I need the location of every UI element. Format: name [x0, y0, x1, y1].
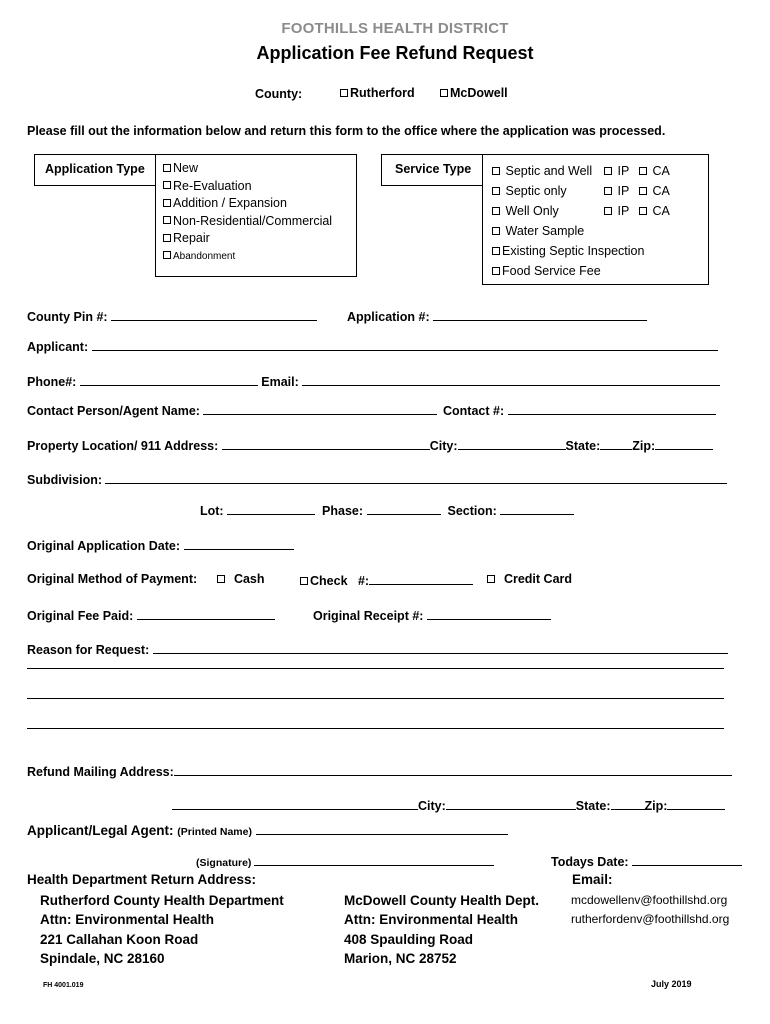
- address-line: Attn: Environmental Health: [40, 912, 215, 928]
- printed-name-input[interactable]: [256, 822, 508, 835]
- option-non-residential[interactable]: Non-Residential/Commercial: [163, 213, 332, 231]
- checkbox-icon[interactable]: [163, 181, 171, 189]
- state-label: State:: [565, 439, 601, 453]
- email-rutherford[interactable]: rutherfordenv@foothillshd.org: [571, 912, 730, 926]
- subdivision-label: Subdivision:: [27, 473, 102, 487]
- rutherford-address: [40, 891, 284, 968]
- check-no-label: #:: [357, 574, 370, 588]
- refund-state-input[interactable]: [611, 797, 645, 810]
- signature-label: (Signature): [196, 857, 252, 869]
- org-name: FOOTHILLS HEALTH DISTRICT: [281, 20, 509, 37]
- contact-no-label: Contact #:: [443, 404, 505, 418]
- orig-fee-row: [27, 607, 275, 623]
- email-heading: Email:: [572, 872, 613, 887]
- county-pin-label: County Pin #:: [27, 310, 108, 324]
- service-septic-and-well[interactable]: Septic and Well: [492, 164, 592, 178]
- application-type-options: [163, 160, 332, 265]
- address-line: McDowell County Health Dept.: [344, 893, 540, 908]
- contact-person-label: Contact Person/Agent Name:: [27, 404, 200, 418]
- city-input[interactable]: [458, 437, 566, 450]
- orig-receipt-input[interactable]: [427, 607, 551, 620]
- phone-input[interactable]: [80, 373, 258, 386]
- checkbox-icon[interactable]: [487, 575, 495, 583]
- refund-address-row: [27, 763, 732, 779]
- refund-city-input[interactable]: [446, 797, 576, 810]
- checkbox-icon[interactable]: [163, 234, 171, 242]
- application-type-label: Application Type: [45, 162, 145, 176]
- reason-row: [27, 641, 728, 657]
- checkbox-icon[interactable]: [163, 251, 171, 259]
- address-line: Rutherford County Health Department: [40, 893, 284, 908]
- phase-label: Phase:: [322, 504, 364, 518]
- contact-no-row: [443, 402, 716, 418]
- return-address-heading: Health Department Return Address:: [27, 872, 257, 887]
- option-new[interactable]: New: [163, 160, 332, 178]
- service-existing-septic[interactable]: Existing Septic Inspection: [492, 241, 702, 261]
- property-location-input[interactable]: [222, 437, 430, 450]
- property-location-label: Property Location/ 911 Address:: [27, 439, 219, 453]
- address-line: 221 Callahan Koon Road: [40, 931, 199, 947]
- phone-row: [27, 373, 720, 389]
- signature-row: [196, 853, 494, 869]
- county-pin-row: [27, 308, 317, 324]
- todays-date-input[interactable]: [632, 853, 742, 866]
- form-id: FH 4001.019: [43, 982, 84, 989]
- reason-input[interactable]: [153, 641, 728, 654]
- checkbox-icon[interactable]: [604, 167, 612, 175]
- subdivision-input[interactable]: [105, 471, 727, 484]
- city-label: City:: [418, 799, 446, 813]
- checkbox-icon[interactable]: [163, 164, 171, 172]
- lot-row: [200, 502, 574, 518]
- checkbox-icon[interactable]: [300, 577, 308, 585]
- applicant-row: [27, 338, 718, 354]
- payment-credit-card[interactable]: Credit Card: [487, 572, 572, 586]
- refund-zip-input[interactable]: [667, 797, 725, 810]
- checkbox-icon[interactable]: [492, 207, 500, 215]
- agent-label: Applicant/Legal Agent:: [27, 823, 174, 838]
- subdivision-row: [27, 471, 727, 487]
- service-ca[interactable]: CA: [639, 161, 670, 181]
- county-option-rutherford[interactable]: Rutherford: [340, 86, 415, 100]
- city-label: City:: [429, 439, 458, 453]
- checkbox-icon[interactable]: [217, 575, 225, 583]
- todays-date-row: [551, 853, 742, 869]
- applicant-label: Applicant:: [27, 340, 89, 354]
- service-food-service[interactable]: Food Service Fee: [492, 261, 702, 281]
- todays-date-label: Todays Date:: [551, 855, 629, 869]
- reason-line-3[interactable]: [27, 698, 724, 699]
- checkbox-icon[interactable]: [492, 247, 500, 255]
- option-addition[interactable]: Addition / Expansion: [163, 195, 332, 213]
- option-abandonment[interactable]: Abandonment: [163, 248, 332, 266]
- check-no-input[interactable]: [369, 572, 473, 585]
- refund-street-input[interactable]: [172, 797, 418, 810]
- printed-name-label: (Printed Name): [177, 826, 252, 838]
- address-line: 408 Spaulding Road: [344, 931, 474, 947]
- form-date: July 2019: [651, 979, 692, 989]
- county-pin-input[interactable]: [111, 308, 317, 321]
- service-ca[interactable]: CA: [639, 181, 670, 201]
- orig-app-date-label: Original Application Date:: [27, 539, 181, 553]
- zip-label: Zip:: [644, 799, 668, 813]
- mcdowell-address: [344, 891, 539, 968]
- contact-person-row: [27, 402, 437, 418]
- service-well-only[interactable]: Well Only: [492, 204, 559, 218]
- orig-fee-input[interactable]: [137, 607, 275, 620]
- reason-line-2[interactable]: [27, 668, 724, 669]
- checkbox-icon[interactable]: [163, 199, 171, 207]
- service-ip[interactable]: IP: [604, 161, 629, 181]
- checkbox-icon[interactable]: [492, 267, 500, 275]
- service-ip[interactable]: IP: [604, 181, 629, 201]
- service-ip[interactable]: IP: [604, 201, 629, 221]
- email-label: Email:: [261, 375, 299, 389]
- section-label: Section:: [447, 504, 497, 518]
- orig-app-date-row: [27, 537, 294, 553]
- application-no-input[interactable]: [433, 308, 647, 321]
- email-addresses: [571, 891, 729, 929]
- lot-input[interactable]: [227, 502, 315, 515]
- checkbox-icon[interactable]: [492, 167, 500, 175]
- service-row-septic-and-well: [492, 161, 702, 181]
- lot-label: Lot:: [200, 504, 224, 518]
- checkbox-icon[interactable]: [604, 187, 612, 195]
- checkbox-icon[interactable]: [340, 89, 348, 97]
- refund-address-label: Refund Mailing Address:: [27, 765, 174, 779]
- payment-cash[interactable]: Cash: [217, 572, 265, 586]
- application-no-row: [347, 308, 647, 324]
- option-repair[interactable]: Repair: [163, 230, 332, 248]
- contact-person-input[interactable]: [203, 402, 437, 415]
- refund-city-row: [172, 797, 725, 813]
- reason-label: Reason for Request:: [27, 643, 150, 657]
- payment-check[interactable]: Check #:: [300, 572, 473, 588]
- state-label: State:: [575, 799, 611, 813]
- page-title: Application Fee Refund Request: [256, 43, 534, 63]
- county-option-mcdowell[interactable]: McDowell: [440, 86, 508, 100]
- service-septic-only[interactable]: Septic only: [492, 184, 567, 198]
- phase-input[interactable]: [367, 502, 441, 515]
- checkbox-icon[interactable]: [604, 207, 612, 215]
- orig-app-date-input[interactable]: [184, 537, 294, 550]
- orig-method-label: Original Method of Payment:: [27, 572, 198, 586]
- service-type-label: Service Type: [395, 162, 472, 176]
- instructions: Please fill out the information below and return this form to the office where the application was processed.: [27, 124, 666, 138]
- checkbox-icon[interactable]: [440, 89, 448, 97]
- section-input[interactable]: [500, 502, 574, 515]
- email-mcdowell[interactable]: mcdowellenv@foothillshd.org: [571, 893, 728, 907]
- refund-address-input[interactable]: [174, 763, 732, 776]
- phone-label: Phone#:: [27, 375, 77, 389]
- service-ca[interactable]: CA: [639, 201, 670, 221]
- checkbox-icon[interactable]: [163, 216, 171, 224]
- orig-fee-label: Original Fee Paid:: [27, 609, 134, 623]
- service-water-sample[interactable]: Water Sample: [492, 221, 702, 241]
- checkbox-icon[interactable]: [492, 187, 500, 195]
- state-input[interactable]: [600, 437, 632, 450]
- orig-method-row: [27, 572, 197, 586]
- reason-line-4[interactable]: [27, 728, 724, 729]
- address-line: Spindale, NC 28160: [40, 950, 165, 966]
- service-type-options: [492, 161, 702, 281]
- checkbox-icon[interactable]: [492, 227, 500, 235]
- orig-receipt-row: [313, 607, 551, 623]
- service-row-septic-only: [492, 181, 702, 201]
- signature-input[interactable]: [254, 853, 494, 866]
- property-location-row: [27, 437, 713, 453]
- service-row-well-only: [492, 201, 702, 221]
- agent-row: [27, 822, 508, 838]
- county-label: County:: [255, 87, 303, 101]
- checkbox-icon[interactable]: [639, 207, 647, 215]
- checkbox-icon[interactable]: [639, 167, 647, 175]
- address-line: Attn: Environmental Health: [344, 912, 519, 928]
- zip-label: Zip:: [632, 439, 656, 453]
- option-re-evaluation[interactable]: Re-Evaluation: [163, 178, 332, 196]
- orig-receipt-label: Original Receipt #:: [313, 609, 424, 623]
- zip-input[interactable]: [655, 437, 713, 450]
- address-line: Marion, NC 28752: [344, 950, 457, 966]
- contact-no-input[interactable]: [508, 402, 716, 415]
- email-input[interactable]: [302, 373, 720, 386]
- application-no-label: Application #:: [347, 310, 430, 324]
- applicant-input[interactable]: [92, 338, 718, 351]
- checkbox-icon[interactable]: [639, 187, 647, 195]
